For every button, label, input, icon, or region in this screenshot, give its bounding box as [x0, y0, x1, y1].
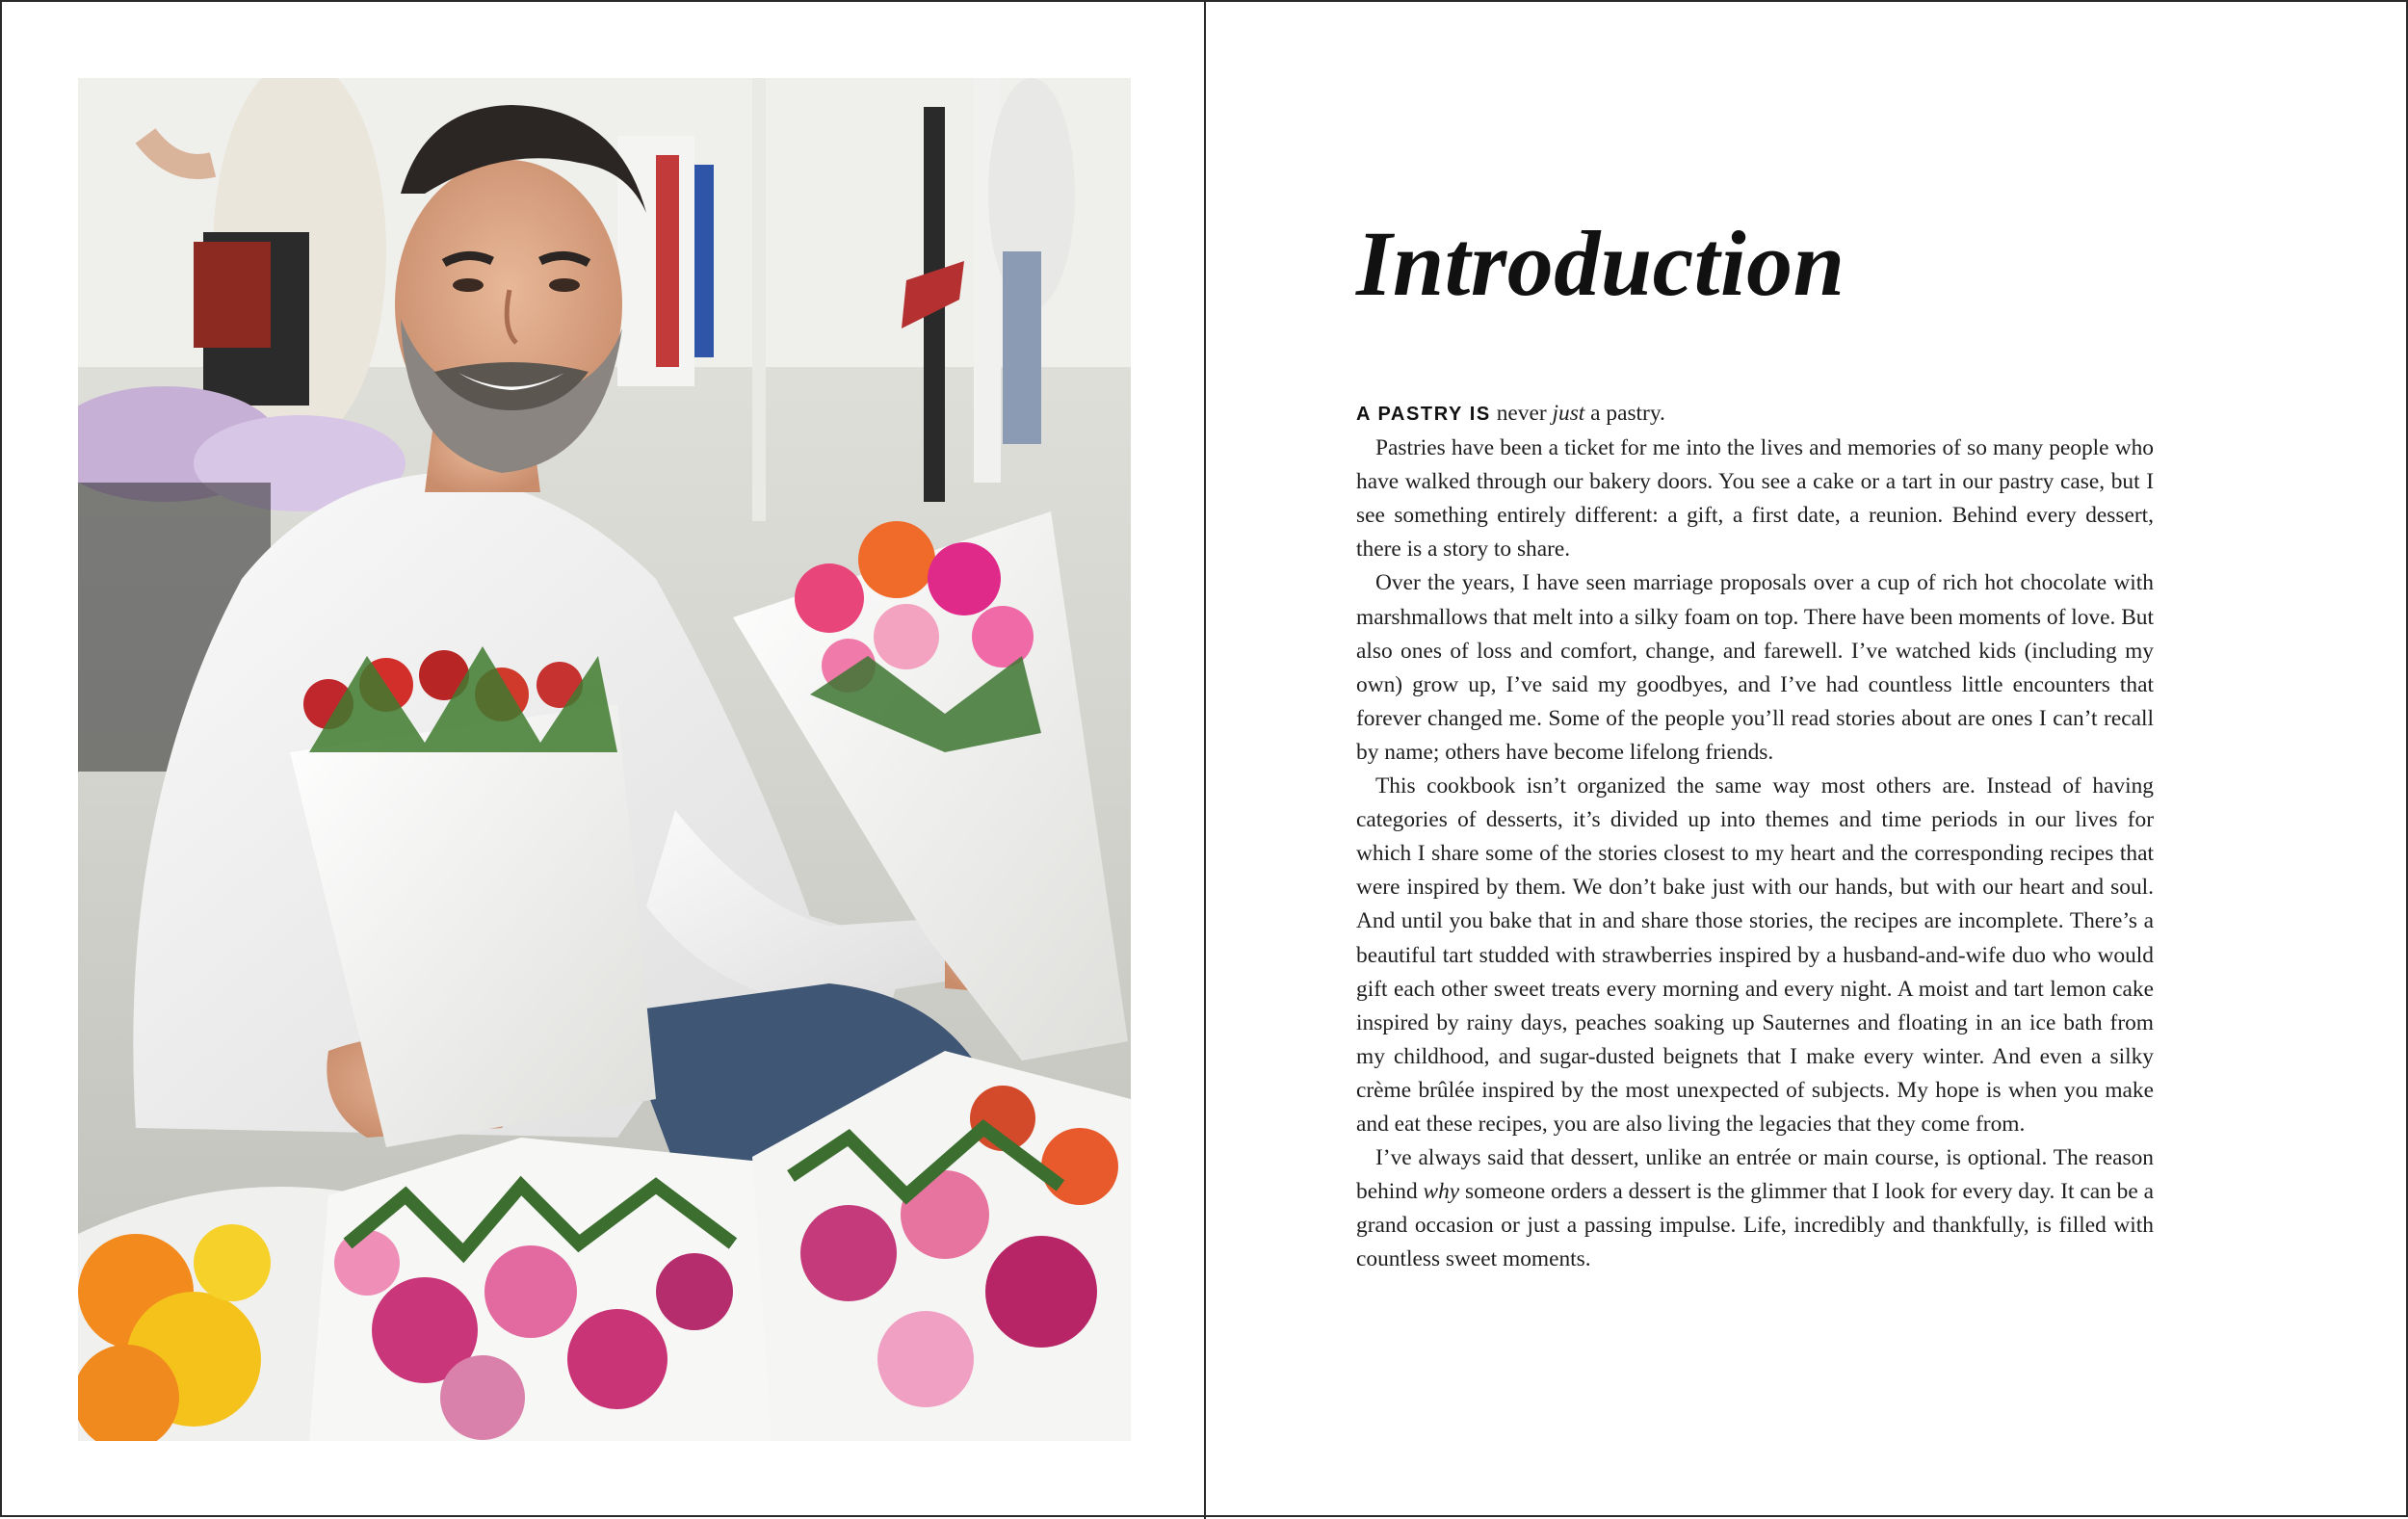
closing-paragraph — [1356, 1141, 2154, 1276]
market-photo — [78, 78, 1131, 1441]
lead-text-2: a pastry. — [1584, 401, 1665, 426]
lead-italic: just — [1552, 401, 1585, 426]
photo-illustration — [78, 78, 1131, 1441]
closing-text-2: someone orders a dessert is the glimmer that I look for every day. It can be a grand occasion or just a passing impulse. Life, incredibly and thankfully, is filled with countless sweet moments. — [1356, 1179, 2154, 1272]
body-paragraph: This cookbook isn’t organized the same way most others are. Instead of having categories of desserts, it’s divided up into themes and time periods in our lives for which I share some of the stories closest to my heart and the corresponding recipes that were inspired by them. We don’t bake just with our hands, but with our heart and soul. And until you bake that in and share those stories, the recipes are incomplete. There’s a beautiful tart studded with strawberries inspired by a husband-and-wife duo who would gift each other sweet treats every morning and every night. A moist and tart lemon cake inspired by rainy days, peaches soaking up Sauternes and floating in an ice bath from my childhood, and sugar-dusted beignets that I make every winter. And even a silky crème brûlée inspired by the most unexpected of subjects. My hope is when you make and eat these recipes, you are also living the legacies that they come from. — [1356, 773, 2154, 1137]
lead-small-caps: A PASTRY IS — [1356, 404, 1491, 425]
chapter-title: Introduction — [1356, 212, 1845, 316]
lead-paragraph — [1356, 397, 2154, 432]
body-paragraph: Pastries have been a ticket for me into the lives and memories of so many people who have walked through our bakery doors. You see a cake or a tart in our pastry case, but I see something entirely different: a gift, a first date, a reunion. Behind every dessert, there is a story to share. — [1356, 435, 2154, 563]
intro-body — [1356, 397, 2154, 1276]
page-gutter — [1204, 2, 1206, 1519]
closing-text-1: I’ve always said that dessert, unlike an entrée or main course, is optional. The reason behind — [1356, 1145, 2154, 1205]
lead-text-1: never — [1490, 401, 1553, 426]
body-paragraph: Over the years, I have seen marriage proposals over a cup of rich hot chocolate with marshmallows that melt into a silky foam on top. There have been moments of love. But also ones of loss and comfort, change, and farewell. I’ve watched kids (including my own) grow up, I’ve said my goodbyes, and I’ve had countless little encounters that forever changed me. Some of the people you’ll read stories about are ones I can’t recall by name; others have become lifelong friends. — [1356, 570, 2154, 765]
closing-italic: why — [1423, 1179, 1460, 1205]
